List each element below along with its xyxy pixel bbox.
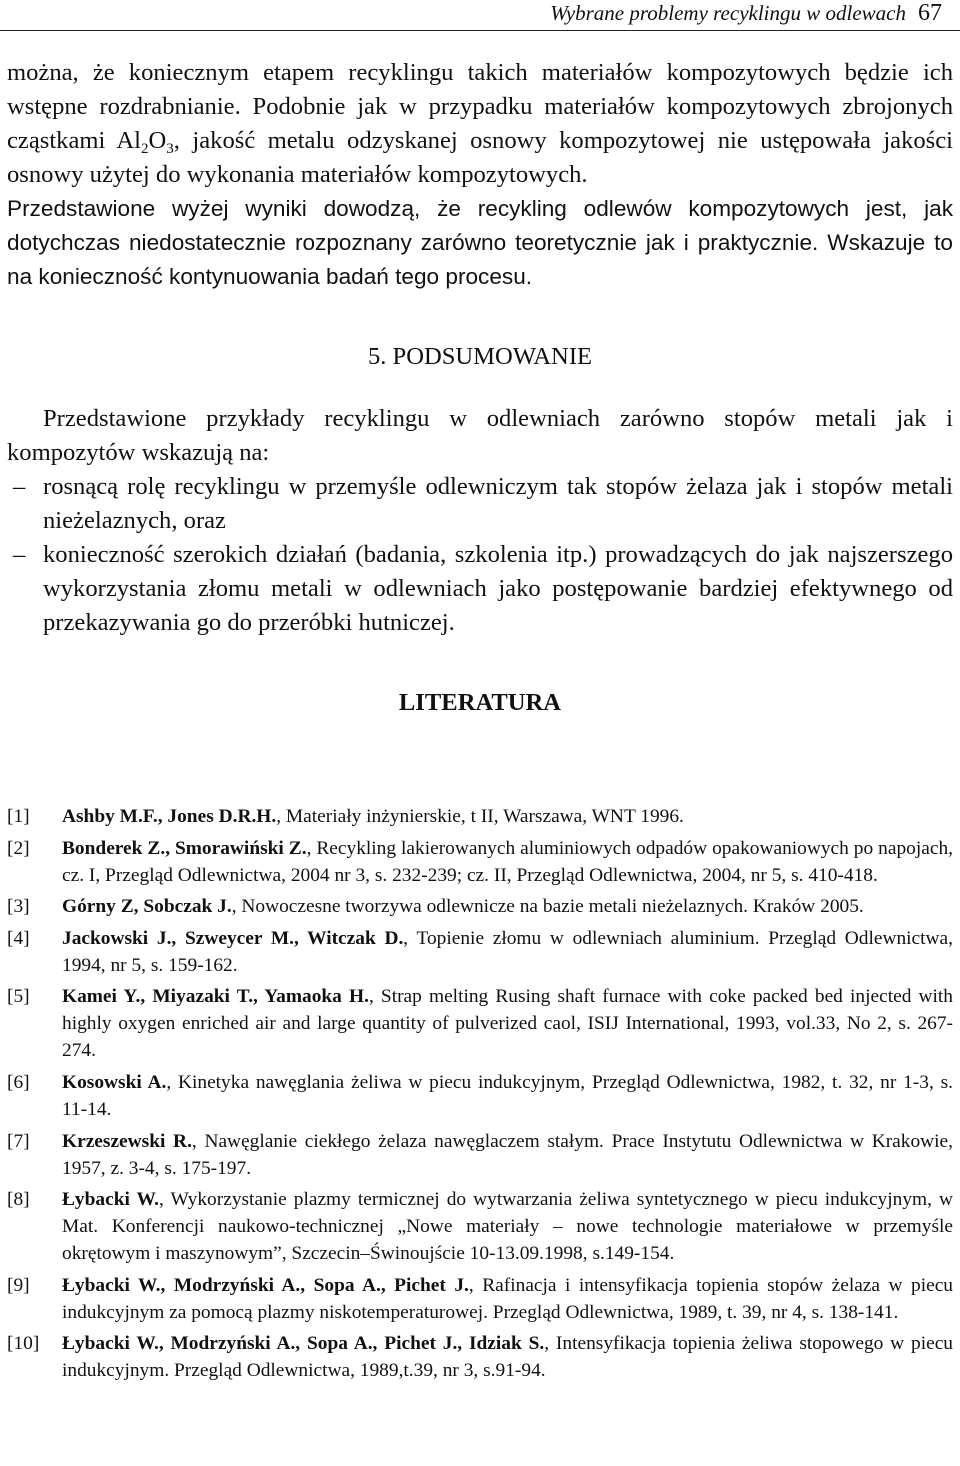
intro-paragraph bbox=[7, 56, 953, 192]
reference-number: [9] bbox=[7, 1274, 30, 1296]
reference-item bbox=[7, 925, 953, 979]
summary-bullet bbox=[7, 538, 953, 640]
subscript: 2 bbox=[141, 141, 149, 157]
reference-text: , Rafinacja i intensyfikacja topienia stopów żelaza w piecu indukcyjnym za pomocą plazmy niskotemperaturowej. Przegląd Odlewnictwa, 1989, t. 39, nr 4, s. 138-141. bbox=[62, 1274, 953, 1323]
reference-authors: Łybacki W., Modrzyński A., Sopa A., Pichet J., Idziak S. bbox=[62, 1333, 545, 1355]
reference-text: , Materiały inżynierskie, t II, Warszawa, WNT 1996. bbox=[276, 806, 684, 827]
reference-text: , Kinetyka nawęglania żeliwa w piecu indukcyjnym, Przegląd Odlewnictwa, 1982, t. 32, nr 1-3, s. 11-14. bbox=[62, 1071, 953, 1120]
reference-number: [8] bbox=[7, 1189, 30, 1211]
reference-list bbox=[7, 803, 953, 1389]
reference-text: , Topienie złomu w odlewniach aluminium. Przegląd Odlewnictwa, 1994, nr 5, s. 159-162. bbox=[62, 927, 953, 976]
reference-authors: Bonderek Z., Smorawiński Z. bbox=[62, 837, 307, 859]
reference-text: , Wykorzystanie plazmy termicznej do wytwarzania żeliwa syntetycznego w piecu indukcyjnym, w Mat. Konferencji naukowo-technicznej „Nowe materiały – nowe technologie materiałowe w przemyśle okrętowym i maszynowym”, Szczecin–Świnoujście 10-13.09.1998, s.149-154. bbox=[62, 1189, 953, 1265]
summary-bullet-text: konieczność szerokich działań (badania, szkolenia itp.) prowadzących do jak najszerszego wykorzystania złomu metali w odlewniach jako postępowanie bardziej efektywnego od przekazywania go do przeróbki hutniczej. bbox=[43, 541, 953, 636]
reference-number: [10] bbox=[7, 1333, 40, 1355]
reference-authors: Krzeszewski R. bbox=[62, 1130, 192, 1152]
intro-text-part: O bbox=[148, 127, 167, 154]
reference-item bbox=[7, 835, 953, 889]
reference-number: [7] bbox=[7, 1130, 30, 1152]
summary-bullet bbox=[7, 470, 953, 538]
dash-marker: – bbox=[13, 541, 26, 568]
reference-authors: Jackowski J., Szweycer M., Witczak D. bbox=[62, 927, 404, 949]
reference-authors: Kamei Y., Miyazaki T., Yamaoka H. bbox=[62, 986, 369, 1008]
conclusion-paragraph: Przedstawione wyżej wyniki dowodzą, że recykling odlewów kompozytowych jest, jak dotychczas niedostatecznie rozpoznany zarówno teoretycznie jak i praktycznie. Wskazuje to na konieczność kontynuowania badań tego procesu. bbox=[7, 196, 953, 289]
reference-item bbox=[7, 983, 953, 1064]
summary-bullet-text: rosnącą rolę recyklingu w przemyśle odlewniczym tak stopów żelaza jak i stopów metali nieżelaznych, oraz bbox=[43, 473, 953, 534]
reference-number: [5] bbox=[7, 986, 30, 1008]
reference-text: , Nowoczesne tworzywa odlewnicze na bazie metali nieżelaznych. Kraków 2005. bbox=[231, 896, 864, 918]
reference-number: [3] bbox=[7, 896, 30, 918]
main-content bbox=[7, 56, 953, 720]
reference-item bbox=[7, 1069, 953, 1123]
page-header bbox=[0, 0, 960, 31]
reference-authors: Kosowski A. bbox=[62, 1071, 167, 1093]
reference-text: , Recykling lakierowanych aluminiowych odpadów opakowaniowych po napojach, cz. I, Przegląd Odlewnictwa, 2004 nr 3, s. 232-239; cz. II, Przegląd Odlewnictwa, 2004, nr 5, s. 410-418. bbox=[62, 837, 953, 886]
reference-item bbox=[7, 1330, 953, 1384]
reference-item bbox=[7, 893, 953, 920]
intro-text-part: , jakość metalu odzyskanej osnowy kompozytowej nie ustępowała jakości osnowy użytej do wykonania materiałów kompozytowych. bbox=[7, 127, 953, 188]
reference-authors: Ashby M.F., Jones D.R.H. bbox=[62, 806, 277, 827]
reference-authors: Górny Z, Sobczak J. bbox=[62, 896, 232, 918]
reference-number: [4] bbox=[7, 927, 30, 949]
reference-item bbox=[7, 803, 953, 830]
intro-text-part: można, że koniecznym etapem recyklingu takich materiałów kompozytowych będzie ich wstępne rozdrabnianie. Podobnie jak w przypadku materiałów kompozytowych zbrojonych cząstkami Al bbox=[7, 59, 953, 154]
reference-item bbox=[7, 1272, 953, 1326]
page-number: 67 bbox=[918, 0, 942, 26]
reference-authors: Łybacki W., Modrzyński A., Sopa A., Pichet J. bbox=[62, 1274, 469, 1296]
reference-number: [2] bbox=[7, 837, 30, 859]
dash-marker: – bbox=[13, 473, 26, 500]
reference-number: [6] bbox=[7, 1071, 30, 1093]
reference-number: [1] bbox=[7, 806, 30, 827]
reference-text: , Nawęglanie ciekłego żelaza nawęglaczem stałym. Prace Instytutu Odlewnictwa w Krakowie, 1957, z. 3-4, s. 175-197. bbox=[62, 1130, 953, 1179]
reference-authors: Łybacki W. bbox=[62, 1189, 160, 1211]
reference-item bbox=[7, 1186, 953, 1267]
reference-text: , Intensyfikacja topienia żeliwa stopowego w piecu indukcyjnym. Przegląd Odlewnictwa, 1989,t.39, nr 3, s.91-94. bbox=[62, 1333, 953, 1382]
reference-item bbox=[7, 1128, 953, 1182]
summary-lead: Przedstawione przykłady recyklingu w odlewniach zarówno stopów metali jak i kompozytów wskazują na: bbox=[7, 405, 953, 466]
running-title: Wybrane problemy recyklingu w odlewach bbox=[550, 1, 906, 25]
literature-heading: LITERATURA bbox=[398, 689, 562, 716]
subscript: 3 bbox=[166, 141, 174, 157]
reference-text: , Strap melting Rusing shaft furnace with coke packed bed injected with highly oxygen enriched air and large quantity of pulverized caol, ISIJ International, 1993, vol.33, No 2, s. 267-274. bbox=[62, 986, 953, 1062]
section-heading: 5. PODSUMOWANIE bbox=[367, 343, 593, 370]
